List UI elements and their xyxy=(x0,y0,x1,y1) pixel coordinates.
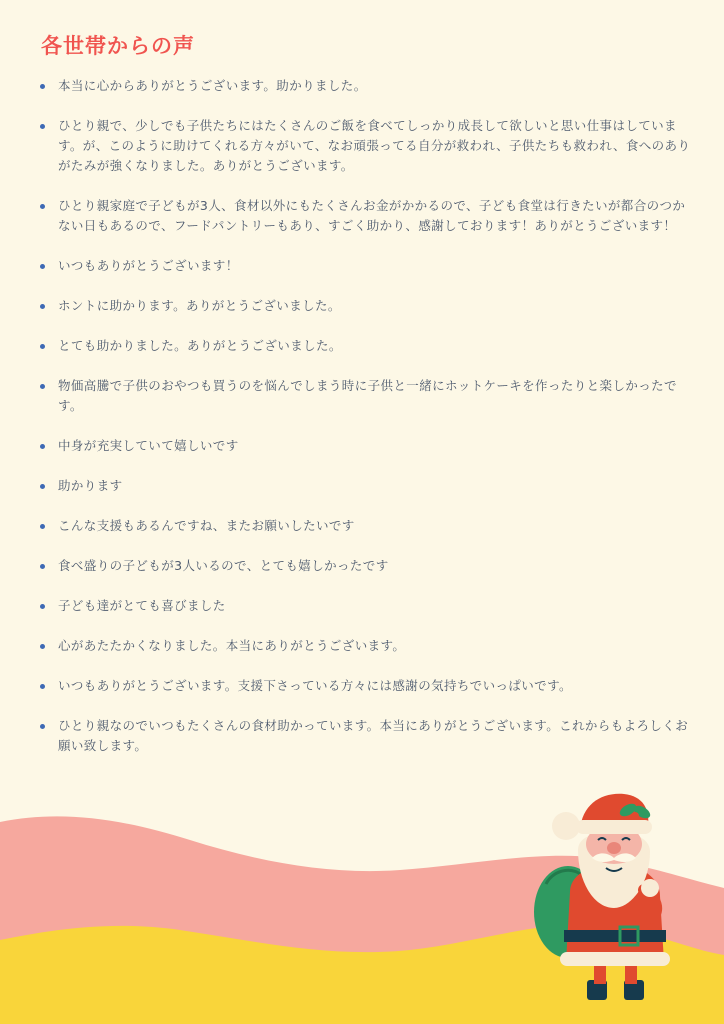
comment-item: いつもありがとうございます！ xyxy=(36,256,696,276)
comment-item: 心があたたかくなりました。本当にありがとうございます。 xyxy=(36,636,696,656)
page-title: 各世帯からの声 xyxy=(41,34,195,58)
comment-item: 食べ盛りの子どもが3人いるので、とても嬉しかったです xyxy=(36,556,696,576)
comment-list xyxy=(36,76,696,776)
comment-item: ひとり親なのでいつもたくさんの食材助かっています。本当にありがとうございます。これからもよろしくお願い致します。 xyxy=(36,716,696,756)
comment-item: 助かります xyxy=(36,476,696,496)
comment-item: 本当に心からありがとうございます。助かりました。 xyxy=(36,76,696,96)
comment-item: ひとり親で、少しでも子供たちにはたくさんのご飯を食べてしっかり成長して欲しいと思い仕事はしています。が、このように助けてくれる方々がいて、なお頑張ってる自分が救われ、子供たちも救われ、食へのありがたみが強くなりました。ありがとうございます。 xyxy=(36,116,696,176)
comment-item: ひとり親家庭で子どもが3人、食材以外にもたくさんお金がかかるので、子ども食堂は行きたいが都合のつかない日もあるので、フードパントリーもあり、すごく助かり、感謝しております！ありがとうございます！ xyxy=(36,196,696,236)
comment-item: とても助かりました。ありがとうございました。 xyxy=(36,336,696,356)
comment-item: 中身が充実していて嬉しいです xyxy=(36,436,696,456)
comment-item: いつもありがとうございます。支援下さっている方々には感謝の気持ちでいっぱいです。 xyxy=(36,676,696,696)
comment-item: 物価高騰で子供のおやつも買うのを悩んでしまう時に子供と一緒にホットケーキを作ったりと楽しかったです。 xyxy=(36,376,696,416)
comment-item: ホントに助かります。ありがとうございました。 xyxy=(36,296,696,316)
comment-item: 子ども達がとても喜びました xyxy=(36,596,696,616)
comment-item: こんな支援もあるんですね、またお願いしたいです xyxy=(36,516,696,536)
santa-claus-illustration xyxy=(532,782,692,1007)
